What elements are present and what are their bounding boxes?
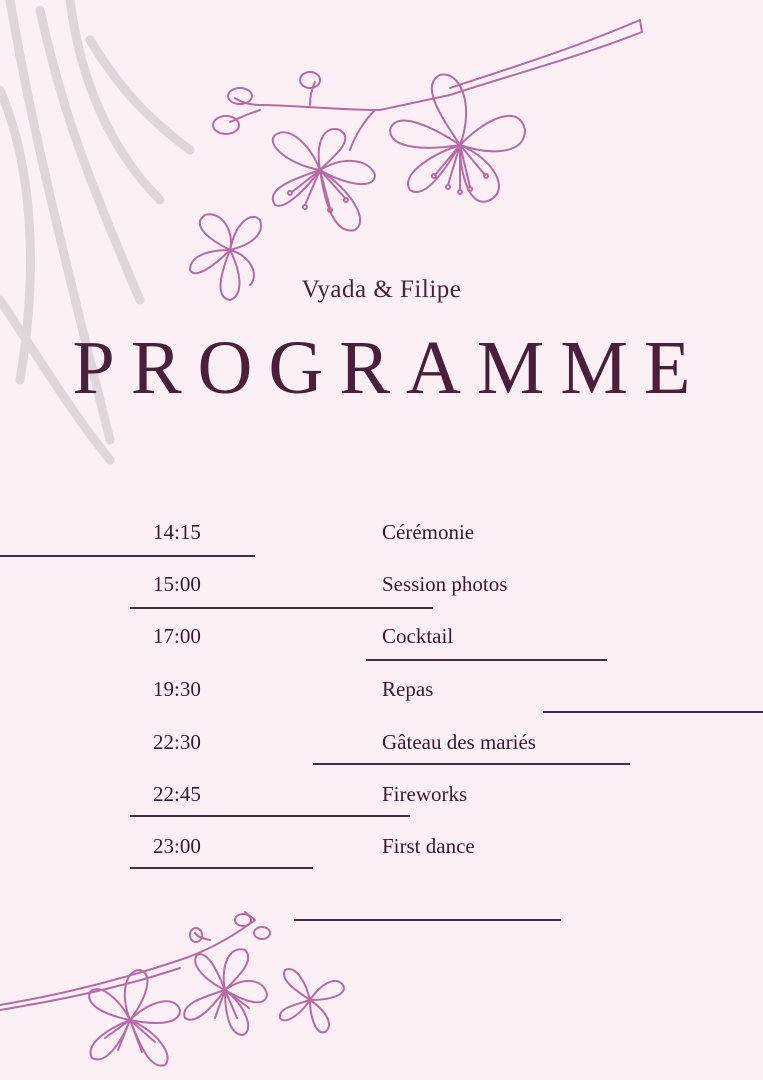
cherry-blossom-branch-icon <box>0 900 360 1080</box>
divider <box>0 555 255 557</box>
schedule-row <box>0 730 763 782</box>
divider <box>543 711 763 713</box>
schedule-row <box>0 782 763 834</box>
divider <box>130 815 410 817</box>
schedule-time: 15:00 <box>153 572 201 596</box>
schedule-row <box>0 834 763 886</box>
schedule-row <box>0 677 763 729</box>
schedule-event: First dance <box>382 834 475 858</box>
divider <box>313 763 630 765</box>
schedule-event: Fireworks <box>382 782 468 806</box>
schedule-event: Session photos <box>382 572 508 596</box>
schedule-row <box>0 624 763 676</box>
schedule-row <box>0 572 763 624</box>
schedule-event: Repas <box>382 677 434 701</box>
schedule-time: 22:30 <box>153 730 201 754</box>
schedule-time: 23:00 <box>153 834 201 858</box>
schedule-time: 17:00 <box>153 624 201 648</box>
schedule-event: Cérémonie <box>382 520 475 544</box>
schedule-time: 14:15 <box>153 520 201 544</box>
schedule-time: 22:45 <box>153 782 201 806</box>
cherry-blossom-branch-icon <box>150 10 660 320</box>
divider <box>130 867 313 869</box>
divider <box>130 607 433 609</box>
schedule-row <box>0 520 763 572</box>
divider <box>366 659 607 661</box>
schedule-event: Cocktail <box>382 624 454 648</box>
couple-names: Vyada & Filipe <box>301 276 462 303</box>
schedule-event: Gâteau des mariés <box>382 730 536 754</box>
schedule-time: 19:30 <box>153 677 201 701</box>
page-title: PROGRAMME <box>72 326 707 410</box>
